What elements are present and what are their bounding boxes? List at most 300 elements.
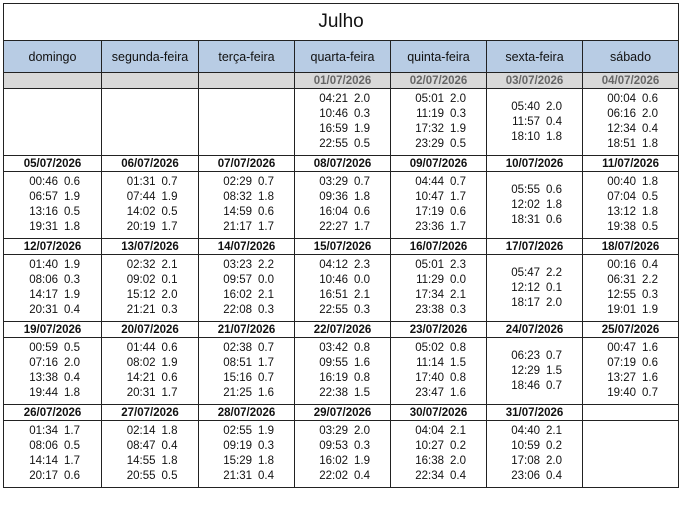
tide-entry xyxy=(411,371,466,386)
tide-entry xyxy=(315,424,370,439)
tide-entry xyxy=(507,198,562,213)
tide-time: 10:47 xyxy=(415,191,444,203)
tide-list xyxy=(315,424,370,484)
day-date: 23/07/2026 xyxy=(391,322,487,338)
tide-entry xyxy=(315,258,370,273)
tide-entry xyxy=(219,439,274,454)
day-date: 30/07/2026 xyxy=(391,405,487,421)
tide-entry xyxy=(603,107,658,122)
tide-entry xyxy=(507,364,562,379)
tide-height: 1.8 xyxy=(642,206,659,218)
day-tides xyxy=(295,338,391,405)
tide-list xyxy=(507,424,562,484)
tide-height: 1.8 xyxy=(354,191,370,203)
day-tides xyxy=(295,421,391,488)
tide-entry xyxy=(123,175,178,190)
tide-height: 0.4 xyxy=(546,115,562,128)
tide-entry xyxy=(411,288,466,303)
tide-entry xyxy=(219,273,274,288)
tide-time: 22:27 xyxy=(319,221,348,233)
tide-entry xyxy=(411,175,466,190)
weekday-header: quarta-feira xyxy=(295,41,391,73)
tide-entry xyxy=(25,469,80,484)
tide-height: 0.0 xyxy=(258,274,274,286)
tide-time: 18:31 xyxy=(511,213,540,226)
tide-time: 11:14 xyxy=(416,357,444,369)
tide-entry xyxy=(123,454,178,469)
tide-entry xyxy=(25,220,80,235)
tide-time: 04:04 xyxy=(415,425,444,437)
tide-time: 05:40 xyxy=(511,100,540,113)
tide-time: 15:16 xyxy=(223,372,252,384)
tide-time: 16:38 xyxy=(415,455,444,467)
empty-day xyxy=(102,89,199,156)
tide-time: 11:57 xyxy=(512,115,540,128)
tide-height: 2.1 xyxy=(258,289,274,301)
tide-entry xyxy=(507,454,562,469)
tide-height: 0.7 xyxy=(161,176,178,188)
tide-height: 0.7 xyxy=(642,387,659,399)
tide-list xyxy=(123,341,178,401)
calendar-body xyxy=(4,73,679,488)
tide-time: 14:55 xyxy=(126,455,156,467)
tide-time: 06:23 xyxy=(511,349,540,362)
tide-time: 12:02 xyxy=(511,198,540,211)
tide-time: 04:12 xyxy=(319,259,348,271)
empty-day xyxy=(583,421,679,488)
tide-time: 12:55 xyxy=(607,289,637,301)
day-tides xyxy=(487,421,583,488)
tide-entry xyxy=(315,386,370,401)
tide-entry xyxy=(25,386,80,401)
tide-time: 00:16 xyxy=(607,259,637,271)
day-date: 26/07/2026 xyxy=(4,405,102,421)
tide-height: 1.9 xyxy=(64,191,80,203)
tide-height: 1.5 xyxy=(546,364,562,377)
tide-height: 1.9 xyxy=(64,289,80,301)
tide-entry xyxy=(411,454,466,469)
tide-entry xyxy=(123,341,178,356)
tide-time: 05:55 xyxy=(511,183,540,196)
weekday-header: sexta-feira xyxy=(487,41,583,73)
tide-entry xyxy=(123,386,178,401)
tide-height: 0.4 xyxy=(642,259,659,271)
tide-height: 1.8 xyxy=(546,198,562,211)
tide-time: 20:19 xyxy=(126,221,156,233)
tide-list xyxy=(219,258,274,318)
tide-time: 17:19 xyxy=(415,206,444,218)
tide-height: 0.4 xyxy=(642,123,659,135)
day-tides xyxy=(199,172,295,239)
tide-time: 05:01 xyxy=(415,259,444,271)
tide-time: 13:38 xyxy=(29,372,58,384)
tide-time: 03:29 xyxy=(319,425,348,437)
weekday-header: domingo xyxy=(4,41,102,73)
tide-time: 21:21 xyxy=(126,304,156,316)
tide-list xyxy=(315,175,370,235)
tide-height: 1.9 xyxy=(642,304,659,316)
day-tides xyxy=(583,338,679,405)
day-tides xyxy=(199,338,295,405)
tide-time: 23:38 xyxy=(415,304,444,316)
tide-time: 21:31 xyxy=(223,470,252,482)
tide-height: 0.3 xyxy=(450,108,466,120)
tide-height: 0.6 xyxy=(161,342,178,354)
tide-entry xyxy=(507,100,562,115)
tide-entry xyxy=(25,371,80,386)
tide-entry xyxy=(25,454,80,469)
tide-entry xyxy=(315,137,370,152)
tide-time: 20:17 xyxy=(29,470,58,482)
tide-time: 19:40 xyxy=(607,387,637,399)
tide-height: 1.8 xyxy=(546,130,562,143)
tide-height: 2.0 xyxy=(450,93,466,105)
tide-time: 04:40 xyxy=(511,425,540,437)
tide-time: 08:06 xyxy=(29,440,58,452)
tide-entry xyxy=(507,296,562,311)
tide-time: 23:29 xyxy=(415,138,444,150)
tide-row xyxy=(4,172,679,239)
tide-time: 19:31 xyxy=(29,221,58,233)
tide-row xyxy=(4,421,679,488)
tide-height: 1.6 xyxy=(642,372,659,384)
tide-entry xyxy=(411,439,466,454)
tide-time: 22:34 xyxy=(415,470,444,482)
tide-entry xyxy=(315,371,370,386)
day-date: 27/07/2026 xyxy=(102,405,199,421)
tide-time: 03:29 xyxy=(319,176,348,188)
tide-entry xyxy=(603,137,658,152)
tide-time: 21:17 xyxy=(223,221,252,233)
day-date: 04/07/2026 xyxy=(583,73,679,89)
tide-height: 0.6 xyxy=(450,206,466,218)
tide-entry xyxy=(603,386,658,401)
tide-entry xyxy=(411,190,466,205)
tide-entry xyxy=(507,130,562,145)
tide-height: 1.8 xyxy=(258,455,274,467)
tide-time: 05:01 xyxy=(415,93,444,105)
tide-time: 11:29 xyxy=(416,274,444,286)
tide-time: 01:44 xyxy=(126,342,156,354)
tide-time: 07:44 xyxy=(126,191,156,203)
tide-height: 0.3 xyxy=(450,304,466,316)
tide-entry xyxy=(315,303,370,318)
day-date: 10/07/2026 xyxy=(487,156,583,172)
tide-entry xyxy=(603,190,658,205)
tide-entry xyxy=(315,205,370,220)
day-tides xyxy=(487,338,583,405)
tide-entry xyxy=(25,190,80,205)
tide-height: 1.9 xyxy=(161,357,178,369)
tide-entry xyxy=(25,273,80,288)
tide-height: 2.0 xyxy=(64,357,80,369)
tide-entry xyxy=(507,183,562,198)
tide-height: 1.8 xyxy=(161,455,178,467)
tide-entry xyxy=(25,258,80,273)
tide-height: 2.0 xyxy=(161,289,178,301)
tide-height: 0.0 xyxy=(354,274,370,286)
tide-height: 1.8 xyxy=(642,138,659,150)
tide-entry xyxy=(219,288,274,303)
tide-list xyxy=(315,258,370,318)
day-date: 24/07/2026 xyxy=(487,322,583,338)
tide-list xyxy=(25,341,80,401)
month-title: Julho xyxy=(4,4,679,41)
day-tides xyxy=(4,172,102,239)
tide-height: 1.8 xyxy=(64,221,80,233)
date-row xyxy=(4,322,679,338)
tide-time: 10:46 xyxy=(319,108,348,120)
tide-height: 2.3 xyxy=(450,259,466,271)
day-tides xyxy=(583,172,679,239)
day-date: 15/07/2026 xyxy=(295,239,391,255)
tide-height: 1.6 xyxy=(642,342,659,354)
tide-time: 09:53 xyxy=(319,440,348,452)
tide-entry xyxy=(411,273,466,288)
tide-entry xyxy=(603,273,658,288)
tide-height: 2.0 xyxy=(546,100,562,113)
tide-entry xyxy=(219,371,274,386)
tide-height: 2.0 xyxy=(450,455,466,467)
day-tides xyxy=(199,421,295,488)
day-date: 14/07/2026 xyxy=(199,239,295,255)
tide-height: 1.6 xyxy=(258,387,274,399)
day-date: 25/07/2026 xyxy=(583,322,679,338)
tide-entry xyxy=(315,356,370,371)
tide-list xyxy=(603,92,658,152)
tide-time: 00:04 xyxy=(607,93,637,105)
tide-list xyxy=(25,175,80,235)
tide-list xyxy=(219,424,274,484)
tide-height: 0.1 xyxy=(161,274,178,286)
tide-time: 01:31 xyxy=(126,176,156,188)
tide-list xyxy=(123,424,178,484)
tide-time: 16:02 xyxy=(319,455,348,467)
tide-entry xyxy=(123,303,178,318)
tide-height: 1.8 xyxy=(64,387,80,399)
tide-entry xyxy=(411,107,466,122)
day-date: 20/07/2026 xyxy=(102,322,199,338)
tide-entry xyxy=(603,122,658,137)
tide-entry xyxy=(315,107,370,122)
day-tides xyxy=(102,421,199,488)
tide-list xyxy=(507,183,562,228)
tide-list xyxy=(123,258,178,318)
tide-time: 00:59 xyxy=(29,342,58,354)
tide-list xyxy=(123,175,178,235)
tide-height: 1.7 xyxy=(354,221,370,233)
tide-height: 0.8 xyxy=(450,372,466,384)
tide-height: 2.2 xyxy=(258,259,274,271)
tide-entry xyxy=(123,205,178,220)
tide-entry xyxy=(219,175,274,190)
tide-entry xyxy=(411,469,466,484)
tide-height: 0.4 xyxy=(354,470,370,482)
tide-entry xyxy=(219,356,274,371)
day-tides xyxy=(4,338,102,405)
tide-height: 1.7 xyxy=(258,221,274,233)
tide-time: 06:31 xyxy=(607,274,637,286)
tide-time: 20:31 xyxy=(29,304,58,316)
tide-entry xyxy=(603,371,658,386)
tide-height: 2.0 xyxy=(546,296,562,309)
tide-height: 0.4 xyxy=(64,372,80,384)
tide-time: 07:04 xyxy=(607,191,637,203)
tide-time: 05:47 xyxy=(511,266,540,279)
tide-entry xyxy=(603,205,658,220)
tide-entry xyxy=(411,92,466,107)
day-tides xyxy=(583,89,679,156)
tide-height: 0.0 xyxy=(450,274,466,286)
tide-height: 1.7 xyxy=(161,221,178,233)
day-tides xyxy=(102,172,199,239)
tide-list xyxy=(507,349,562,394)
tide-height: 0.4 xyxy=(64,304,80,316)
day-tides xyxy=(391,338,487,405)
tide-height: 0.1 xyxy=(546,281,562,294)
tide-entry xyxy=(123,258,178,273)
tide-height: 0.5 xyxy=(642,191,659,203)
tide-height: 0.5 xyxy=(354,138,370,150)
tide-height: 2.1 xyxy=(161,259,178,271)
tide-entry xyxy=(411,205,466,220)
tide-time: 08:32 xyxy=(223,191,252,203)
day-date: 06/07/2026 xyxy=(102,156,199,172)
tide-time: 20:31 xyxy=(126,387,156,399)
day-date: 08/07/2026 xyxy=(295,156,391,172)
tide-entry xyxy=(507,439,562,454)
empty-date xyxy=(4,73,102,89)
tide-height: 1.9 xyxy=(64,259,80,271)
tide-entry xyxy=(507,349,562,364)
tide-time: 12:12 xyxy=(511,281,540,294)
tide-row xyxy=(4,255,679,322)
tide-list xyxy=(411,424,466,484)
empty-day xyxy=(4,89,102,156)
day-date: 19/07/2026 xyxy=(4,322,102,338)
tide-entry xyxy=(315,92,370,107)
tide-entry xyxy=(315,273,370,288)
tide-height: 0.6 xyxy=(546,213,562,226)
tide-time: 18:51 xyxy=(607,138,637,150)
tide-entry xyxy=(219,424,274,439)
tide-height: 0.3 xyxy=(258,304,274,316)
tide-time: 11:19 xyxy=(416,108,444,120)
tide-height: 1.7 xyxy=(64,455,80,467)
tide-height: 0.7 xyxy=(546,349,562,362)
tide-height: 0.8 xyxy=(450,342,466,354)
tide-time: 14:14 xyxy=(29,455,58,467)
weekday-header: quinta-feira xyxy=(391,41,487,73)
tide-time: 20:55 xyxy=(126,470,156,482)
day-tides xyxy=(199,255,295,322)
tide-time: 14:02 xyxy=(126,206,156,218)
day-date: 02/07/2026 xyxy=(391,73,487,89)
day-date: 01/07/2026 xyxy=(295,73,391,89)
tide-entry xyxy=(123,190,178,205)
empty-date xyxy=(102,73,199,89)
tide-time: 10:59 xyxy=(511,440,540,452)
tide-entry xyxy=(507,469,562,484)
day-date: 16/07/2026 xyxy=(391,239,487,255)
tide-entry xyxy=(507,424,562,439)
tide-height: 1.9 xyxy=(450,123,466,135)
tide-height: 2.0 xyxy=(354,93,370,105)
tide-time: 22:55 xyxy=(319,138,348,150)
tide-time: 18:17 xyxy=(511,296,540,309)
tide-entry xyxy=(315,439,370,454)
tide-height: 0.4 xyxy=(258,470,274,482)
weekday-header: sábado xyxy=(583,41,679,73)
tide-height: 1.9 xyxy=(258,425,274,437)
tide-height: 1.6 xyxy=(354,357,370,369)
day-date: 28/07/2026 xyxy=(199,405,295,421)
tide-entry xyxy=(219,341,274,356)
tide-entry xyxy=(219,190,274,205)
tide-height: 1.8 xyxy=(258,191,274,203)
tide-time: 16:04 xyxy=(319,206,348,218)
tide-time: 16:51 xyxy=(319,289,348,301)
tide-height: 0.7 xyxy=(258,342,274,354)
tide-entry xyxy=(507,379,562,394)
tide-list xyxy=(25,258,80,318)
tide-entry xyxy=(603,288,658,303)
tide-height: 0.5 xyxy=(64,440,80,452)
tide-height: 1.8 xyxy=(642,176,659,188)
tide-time: 08:06 xyxy=(29,274,58,286)
tide-height: 0.3 xyxy=(642,289,659,301)
tide-entry xyxy=(219,454,274,469)
tide-time: 09:19 xyxy=(223,440,252,452)
tide-height: 0.7 xyxy=(258,176,274,188)
day-tides xyxy=(583,255,679,322)
tide-calendar xyxy=(3,3,679,488)
empty-date xyxy=(583,405,679,421)
tide-list xyxy=(411,341,466,401)
date-row xyxy=(4,239,679,255)
empty-day xyxy=(199,89,295,156)
tide-entry xyxy=(315,288,370,303)
tide-entry xyxy=(603,220,658,235)
tide-time: 08:47 xyxy=(126,440,156,452)
day-date: 31/07/2026 xyxy=(487,405,583,421)
day-tides xyxy=(102,255,199,322)
tide-height: 0.3 xyxy=(258,440,274,452)
tide-time: 09:57 xyxy=(223,274,252,286)
day-tides xyxy=(295,89,391,156)
tide-height: 0.3 xyxy=(354,108,370,120)
tide-height: 1.7 xyxy=(161,387,178,399)
tide-height: 0.4 xyxy=(450,470,466,482)
tide-height: 2.0 xyxy=(642,108,659,120)
tide-entry xyxy=(123,288,178,303)
tide-height: 0.4 xyxy=(161,440,178,452)
tide-entry xyxy=(411,303,466,318)
tide-time: 21:25 xyxy=(223,387,252,399)
tide-time: 14:59 xyxy=(223,206,252,218)
tide-entry xyxy=(411,424,466,439)
tide-height: 1.5 xyxy=(354,387,370,399)
tide-entry xyxy=(507,115,562,130)
tide-entry xyxy=(25,356,80,371)
tide-entry xyxy=(411,341,466,356)
tide-entry xyxy=(603,356,658,371)
tide-height: 0.3 xyxy=(64,274,80,286)
tide-height: 0.4 xyxy=(546,470,562,482)
tide-time: 02:29 xyxy=(223,176,252,188)
day-date: 11/07/2026 xyxy=(583,156,679,172)
tide-list xyxy=(25,424,80,484)
